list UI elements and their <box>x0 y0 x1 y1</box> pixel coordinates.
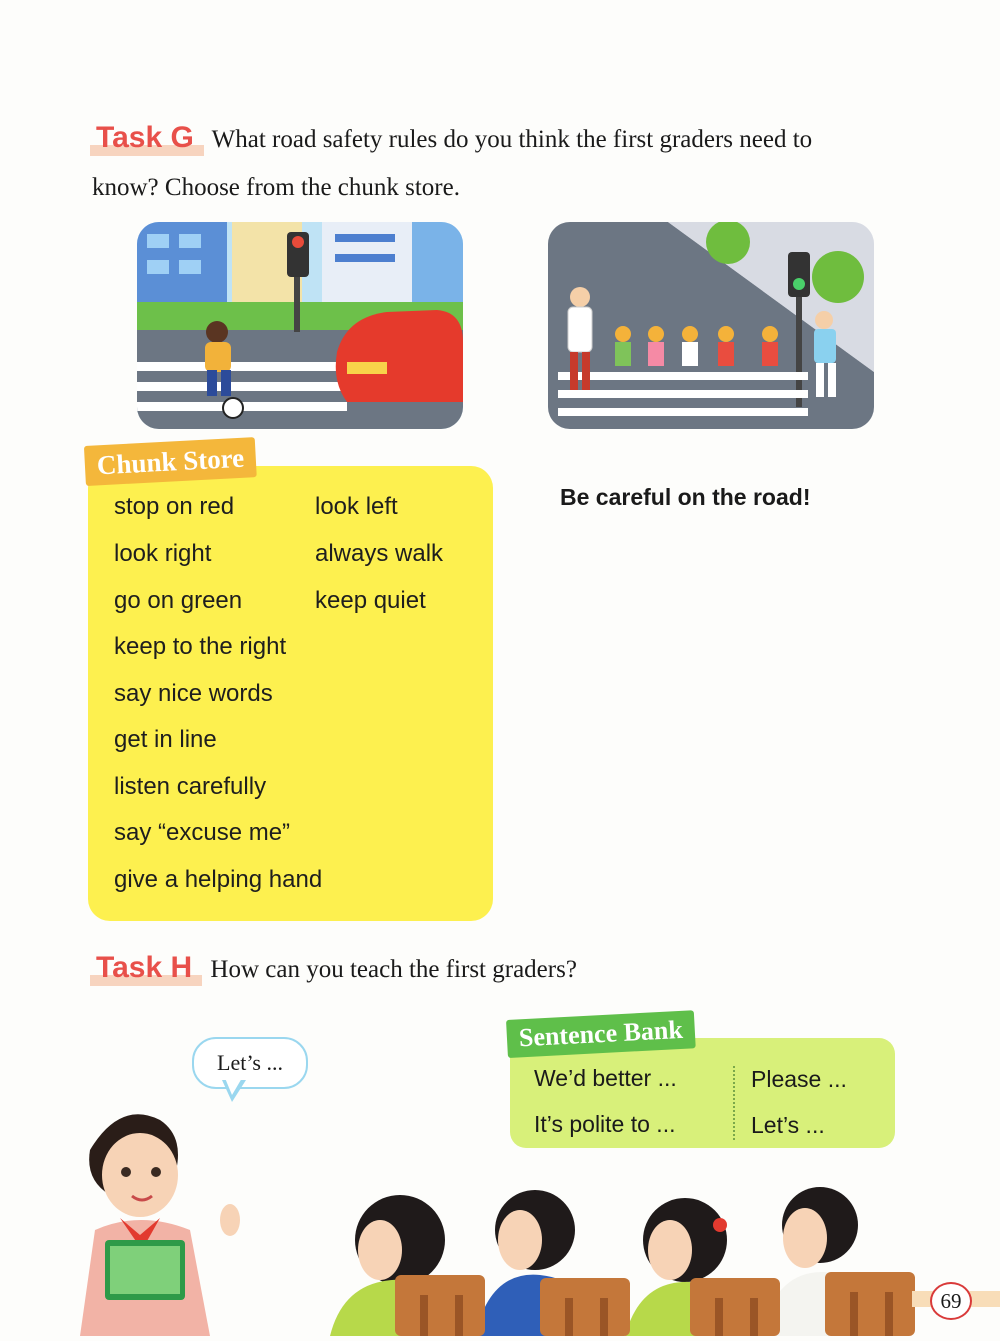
task-g-line1 <box>92 114 912 164</box>
speech-bubble: Let’s ... <box>192 1037 308 1089</box>
illustration-boy-chasing-ball <box>137 222 463 429</box>
chunk-item: always walk <box>315 540 444 567</box>
sentence-bank-item: It’s polite to ... <box>534 1111 676 1137</box>
task-h-question: How can you teach the first graders? <box>210 956 577 983</box>
page-number: 69 <box>930 1282 972 1320</box>
chunk-item: look left <box>315 493 398 520</box>
chunk-item: stop on red <box>114 493 235 520</box>
chunk-item: get in line <box>114 726 217 753</box>
chunk-item: say “excuse me” <box>114 819 291 846</box>
chunk-item: listen carefully <box>114 773 267 800</box>
chunk-item: keep to the right <box>114 633 287 660</box>
speech-bubble-tail <box>222 1080 246 1102</box>
illustration-classroom <box>80 1100 920 1336</box>
chunk-item: keep quiet <box>315 587 426 614</box>
task-g-question-line1: What road safety rules do you think the first graders need to <box>211 126 813 153</box>
chunk-item: look right <box>114 540 212 567</box>
chunk-item: say nice words <box>114 680 273 707</box>
task-h-tag: Task H <box>92 944 196 992</box>
chunk-item: give a helping hand <box>114 866 323 893</box>
chunk-item: go on green <box>114 587 243 614</box>
chunk-store-label: Chunk Store <box>84 437 257 486</box>
sentence-bank-item: Please ... <box>751 1066 847 1092</box>
sentence-bank-item: We’d better ... <box>534 1065 677 1091</box>
task-g-line2: know? Choose from the chunk store. <box>92 174 460 201</box>
example-sentence: Be careful on the road! <box>560 484 811 510</box>
sentence-bank-label: Sentence Bank <box>506 1010 696 1058</box>
illustration-children-crossing <box>548 222 874 429</box>
task-g-tag: Task G <box>92 114 198 162</box>
sentence-bank-item: Let’s ... <box>751 1112 825 1138</box>
task-h-line <box>92 944 912 994</box>
